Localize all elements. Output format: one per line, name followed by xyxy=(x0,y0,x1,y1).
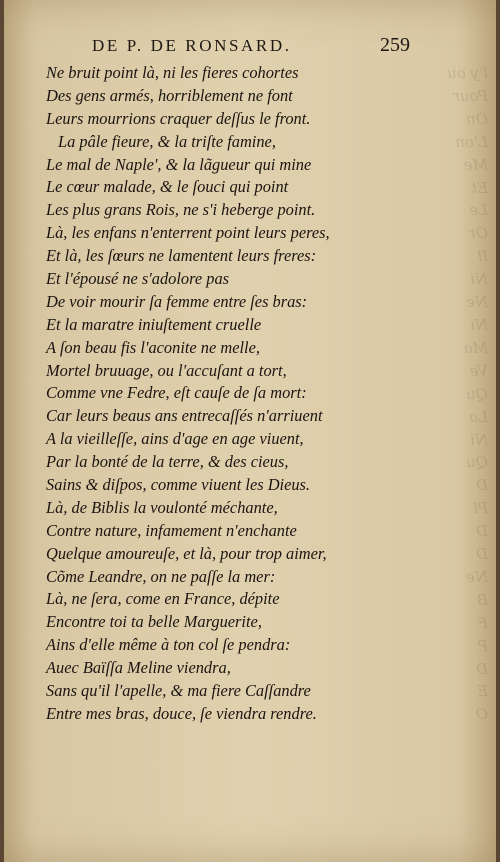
verse-line: Le mal de Naple', & la lãgueur qui mine xyxy=(46,154,312,174)
verse-line: Les plus grans Rois, ne s'i heberge point. xyxy=(46,200,316,220)
verse-line: Encontre toi ta belle Marguerite, xyxy=(46,612,262,632)
verse-line: Et l'épousé ne s'adolore pas xyxy=(46,269,230,289)
verse-line: A ſon beau fis l'aconite ne melle, xyxy=(46,337,260,357)
verse-line: Car leurs beaus ans entrecaſſés n'arriuent xyxy=(46,406,323,426)
verse-line: Là, de Biblis la voulonté méchante, xyxy=(46,497,278,517)
verse-line: Contre nature, infamement n'enchante xyxy=(46,520,297,540)
verse-line: Entre mes bras, douce, ſe viendra rendre. xyxy=(46,703,317,723)
verse-line: Cõme Leandre, on ne paſſe la mer: xyxy=(46,566,276,586)
verse-line: Et la maratre iniuſtement cruelle xyxy=(46,314,262,334)
verse-line: Ains d'elle même à ton col ſe pendra: xyxy=(46,635,291,655)
verse-line: Là, les enfans n'enterrent point leurs peres, xyxy=(46,223,330,243)
verse-line: Des gens armés, horriblement ne font xyxy=(46,85,293,105)
verse-line: Le cœur malade, & le ſouci qui point xyxy=(46,177,289,197)
verse-line: Et là, les ſœurs ne lamentent leurs freres: xyxy=(46,246,317,266)
verse-line: Sans qu'il l'apelle, & ma fiere Caſſandre xyxy=(46,681,311,701)
verse-line: A la vieilleſſe, ains d'age en age viuent, xyxy=(46,429,304,449)
verse-line: Mortel bruuage, ou l'accuſant a tort, xyxy=(46,360,287,380)
verse-line: La pâle fieure, & la triſte famine, xyxy=(58,131,276,151)
verse-line: Sains & diſpos, comme viuent les Dieus. xyxy=(46,475,311,495)
verse-line: Quelque amoureuſe, et là, pour trop aimer, xyxy=(46,543,327,563)
page-number: 259 xyxy=(380,34,410,56)
verse-line: Ne bruit point là, ni les fieres cohortes xyxy=(46,63,299,82)
page-header xyxy=(0,34,500,58)
running-head: DE P. DE RONSARD. xyxy=(92,36,292,55)
verse-line: Par la bonté de la terre, & des cieus, xyxy=(46,452,289,472)
verse-line: Là, ne ſera, come en France, dépite xyxy=(46,589,280,609)
poem-text xyxy=(46,62,366,726)
verse-line: Leurs mourrions craquer deſſus le front. xyxy=(46,108,311,128)
verse-line: De voir mourir ſa femme entre ſes bras: xyxy=(46,291,308,311)
verse-line: Comme vne Fedre, eſt cauſe de ſa mort: xyxy=(46,383,307,403)
verse-line: Auec Baïſſa Meline viendra, xyxy=(46,658,231,678)
show-through-text: l'y ou Pour On L'on Me Et Le Or Il Ni Ne Ni Ma Ve Qu La Ni Qu D Pl D D Ne B F P D E O xyxy=(447,64,488,724)
